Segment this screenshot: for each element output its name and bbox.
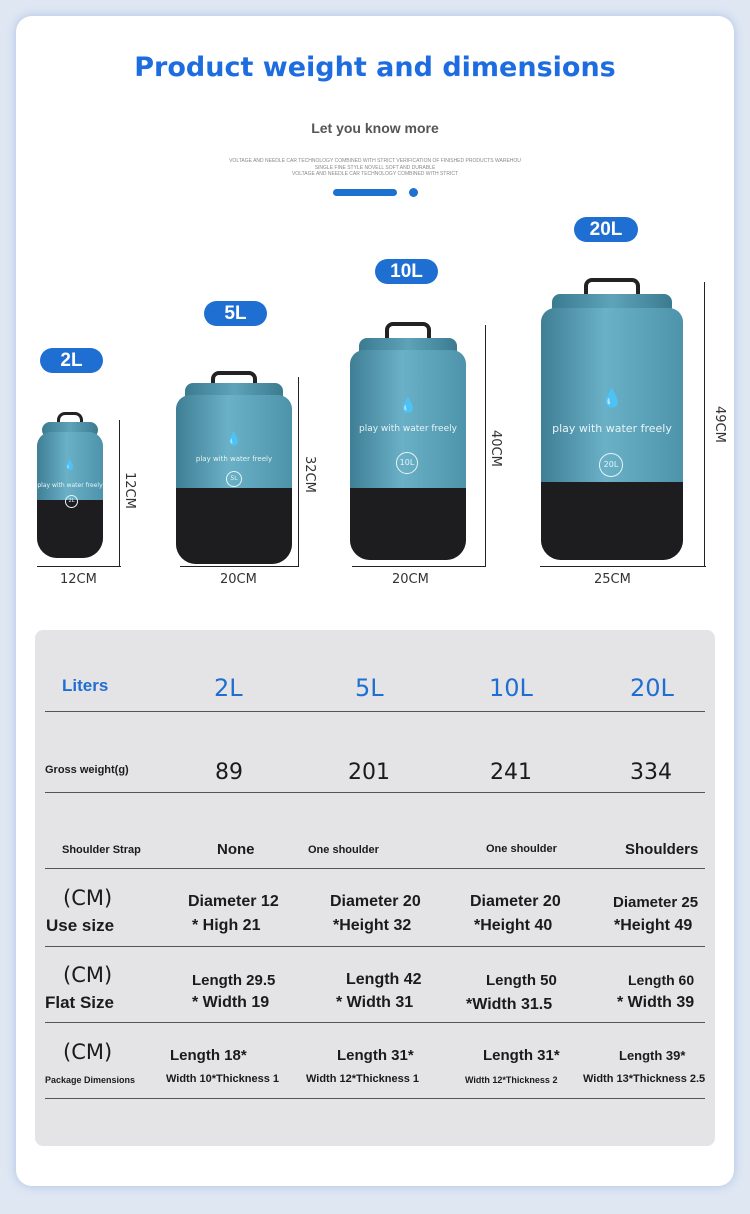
cell-strap: None bbox=[217, 841, 255, 858]
cell-package: Width 10*Thickness 1 bbox=[166, 1073, 279, 1085]
width-line bbox=[180, 566, 298, 567]
height-label-10l: 40CM bbox=[488, 430, 503, 467]
cell-use-size: *Height 40 bbox=[474, 917, 553, 934]
decorative-dot bbox=[409, 188, 418, 197]
cell-use-size: *Height 49 bbox=[614, 917, 693, 934]
cell-use-size: Diameter 20 bbox=[470, 893, 561, 910]
row-label-weight: Gross weight(g) bbox=[45, 764, 129, 776]
page-title: Product weight and dimensions bbox=[134, 52, 616, 83]
badge-10l: 10L bbox=[375, 259, 438, 284]
cell-strap: One shoulder bbox=[486, 843, 557, 855]
cell-flat-size: Length 29.5 bbox=[192, 972, 276, 989]
row-label-flat-size: Flat Size bbox=[45, 993, 114, 1012]
width-label-10l: 20CM bbox=[392, 572, 429, 587]
width-label-20l: 25CM bbox=[594, 572, 631, 587]
row-label-strap: Shoulder Strap bbox=[62, 844, 141, 856]
cell-use-size: Diameter 12 bbox=[188, 893, 279, 910]
row-divider bbox=[45, 868, 705, 869]
cell-package: Length 31* bbox=[337, 1047, 414, 1064]
cell-package: Length 39* bbox=[619, 1048, 686, 1063]
page-subtitle: Let you know more bbox=[311, 120, 439, 136]
height-label-20l: 49CM bbox=[712, 406, 727, 443]
cell-flat-size: *Width 31.5 bbox=[466, 996, 553, 1013]
row-label-liters: Liters bbox=[62, 676, 109, 695]
cell-use-size: * High 21 bbox=[192, 917, 261, 934]
cell-package: Length 18* bbox=[170, 1047, 247, 1064]
width-label-2l: 12CM bbox=[60, 572, 97, 587]
row-divider bbox=[45, 792, 705, 793]
cell-package: Length 31* bbox=[483, 1047, 560, 1064]
height-label-2l: 12CM bbox=[122, 472, 137, 509]
row-divider bbox=[45, 1098, 705, 1099]
height-line bbox=[704, 282, 705, 567]
decorative-pill bbox=[333, 189, 397, 196]
unit-label: (CM) bbox=[63, 1040, 113, 1064]
cell-weight: 89 bbox=[215, 760, 243, 785]
spec-table bbox=[35, 630, 715, 1146]
cell-use-size: Diameter 20 bbox=[330, 893, 421, 910]
height-label-5l: 32CM bbox=[302, 456, 317, 493]
cell-liters: 5L bbox=[355, 674, 384, 702]
cell-liters: 10L bbox=[489, 674, 533, 702]
width-label-5l: 20CM bbox=[220, 572, 257, 587]
cell-flat-size: * Width 39 bbox=[617, 994, 695, 1011]
cell-use-size: *Height 32 bbox=[333, 917, 412, 934]
fine-print-line: VOLTAGE AND NEEDLE CAR TECHNOLOGY COMBINED WITH STRICT bbox=[291, 171, 459, 177]
badge-5l: 5L bbox=[204, 301, 267, 326]
badge-2l: 2L bbox=[40, 348, 103, 373]
bag-5l-image: 💧 play with water freely 5L bbox=[176, 371, 292, 564]
cell-liters: 20L bbox=[630, 674, 674, 702]
row-divider bbox=[45, 1022, 705, 1023]
unit-label: (CM) bbox=[63, 886, 113, 910]
cell-liters: 2L bbox=[214, 674, 243, 702]
width-line bbox=[352, 566, 486, 567]
row-label-use-size: Use size bbox=[46, 916, 115, 935]
fine-print-line: VOLTAGE AND NEEDLE CAR TECHNOLOGY COMBINED WITH STRICT VERIFICATION OF FINISHED PRODUCTS WAREHOU bbox=[229, 158, 521, 164]
cell-flat-size: Length 50 bbox=[486, 972, 557, 989]
row-label-package: Package Dimensions bbox=[45, 1075, 136, 1085]
cell-flat-size: Length 60 bbox=[628, 972, 695, 988]
bag-20l-image: 💧 play with water freely 20L bbox=[541, 278, 683, 560]
cell-package: Width 13*Thickness 2.5 bbox=[583, 1073, 706, 1085]
fine-print-line: SINGLE FINE STYLE NOVELL SOFT AND DURABLE bbox=[314, 165, 436, 171]
cell-package: Width 12*Thickness 2 bbox=[465, 1075, 558, 1085]
bag-2l-image: 💧 play with water freely 2L bbox=[37, 412, 103, 558]
height-line bbox=[119, 420, 120, 567]
width-line bbox=[540, 566, 706, 567]
unit-label: (CM) bbox=[63, 963, 113, 987]
cell-flat-size: * Width 31 bbox=[336, 994, 414, 1011]
width-line bbox=[37, 566, 121, 567]
row-divider bbox=[45, 711, 705, 712]
cell-package: Width 12*Thickness 1 bbox=[306, 1073, 419, 1085]
cell-use-size: Diameter 25 bbox=[613, 894, 699, 911]
height-line bbox=[485, 325, 486, 567]
cell-flat-size: * Width 19 bbox=[192, 994, 270, 1011]
height-line bbox=[298, 377, 299, 567]
cell-flat-size: Length 42 bbox=[346, 971, 422, 988]
cell-weight: 201 bbox=[348, 760, 390, 785]
cell-weight: 241 bbox=[490, 760, 532, 785]
bag-10l-image: 💧 play with water freely 10L bbox=[350, 322, 466, 560]
cell-strap: One shoulder bbox=[308, 844, 379, 856]
cell-weight: 334 bbox=[630, 760, 672, 785]
cell-strap: Shoulders bbox=[625, 841, 699, 858]
row-divider bbox=[45, 946, 705, 947]
badge-20l: 20L bbox=[574, 217, 638, 242]
